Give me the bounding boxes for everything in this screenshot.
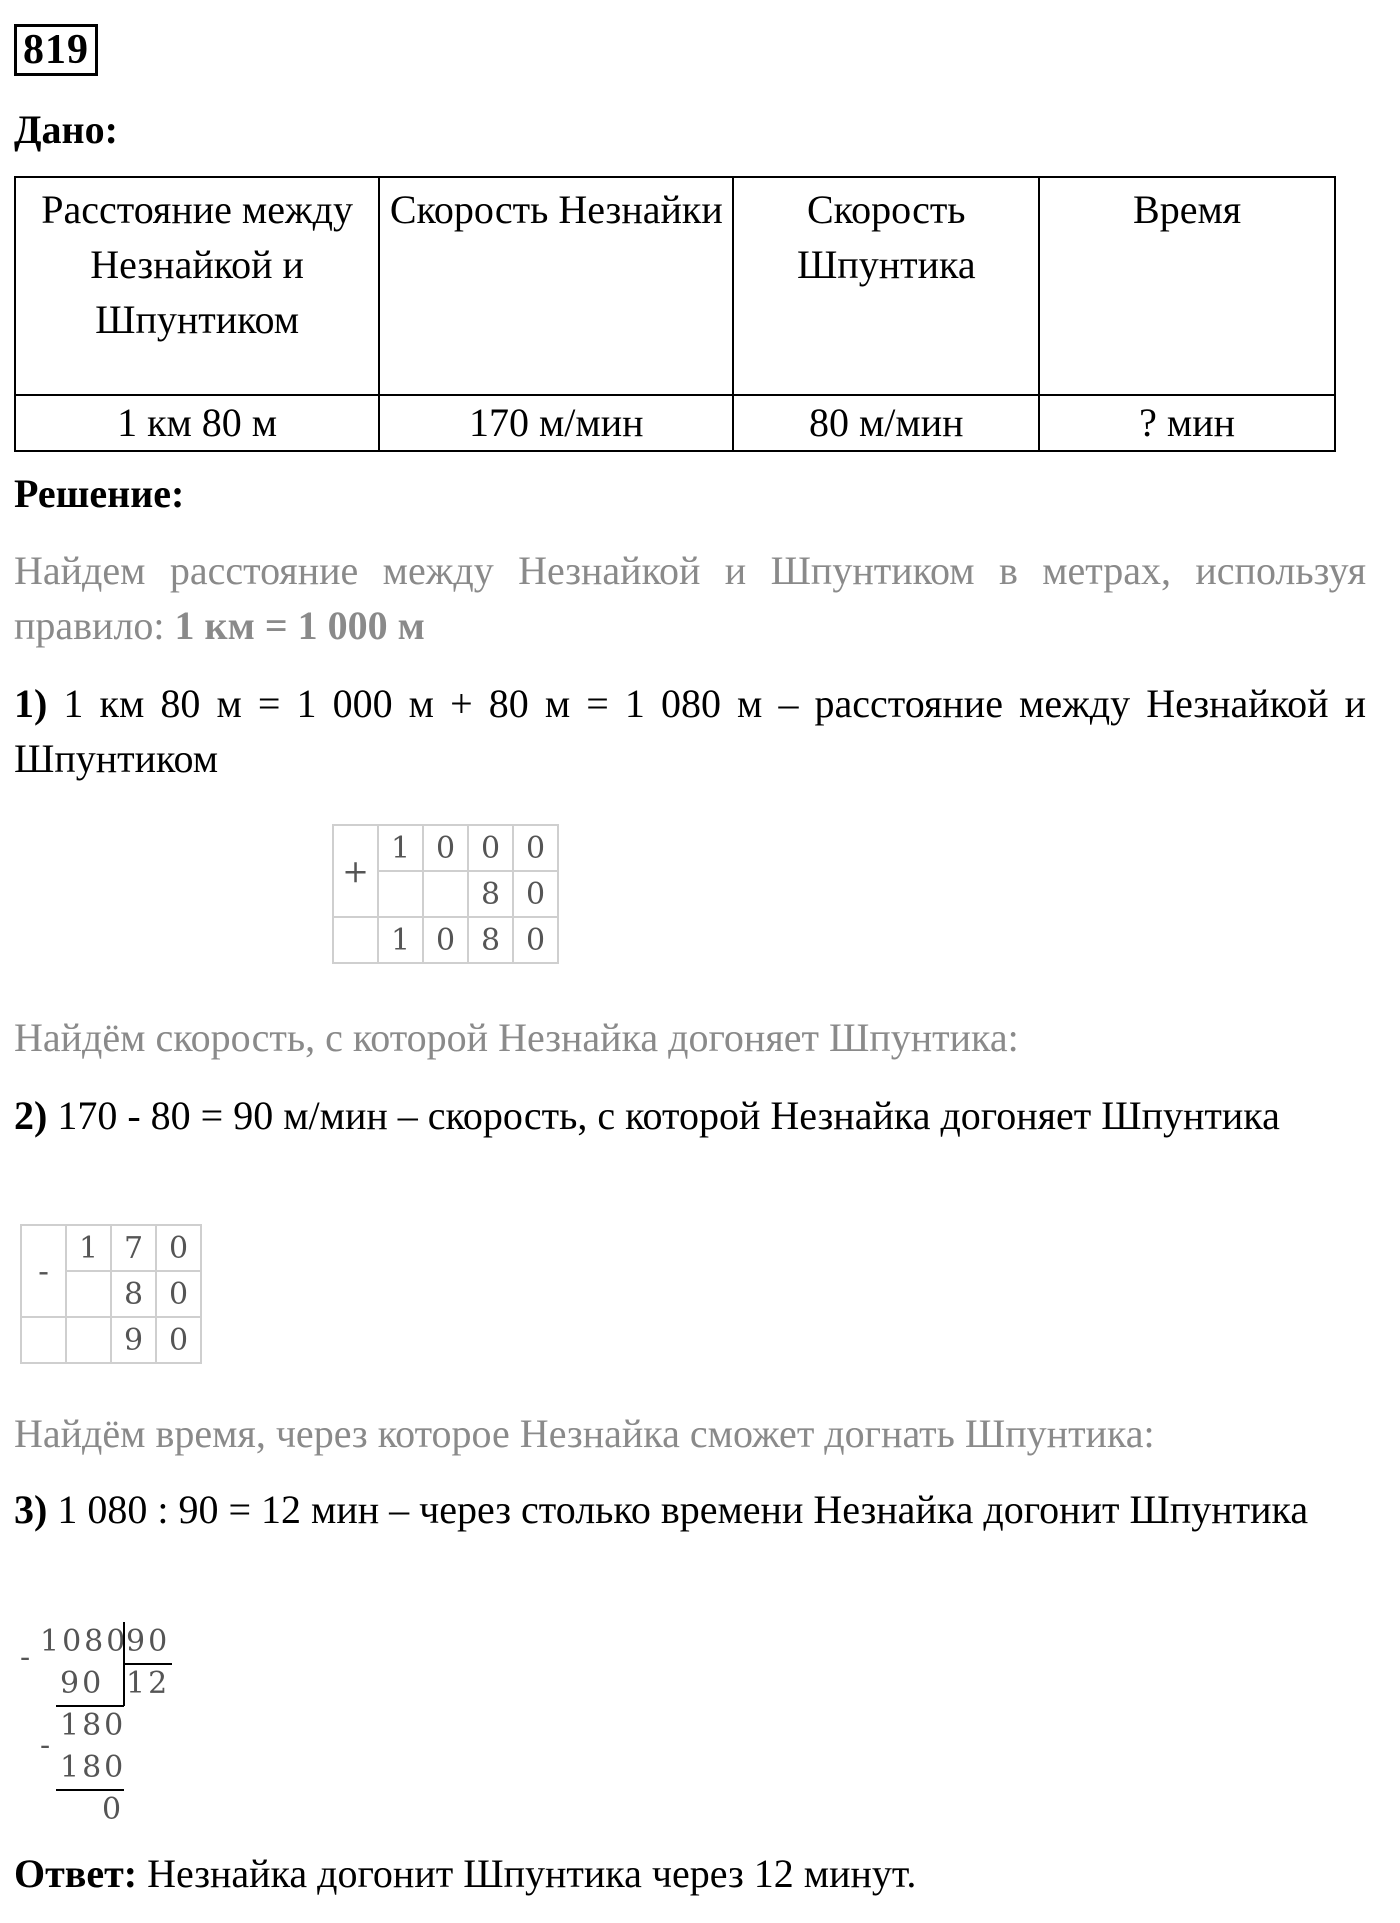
step3-label: 3) [14, 1487, 48, 1532]
addition-result-digit: 1 [378, 917, 423, 963]
division-subtrahend-1: 90 [60, 1666, 105, 1701]
value-speed-neznaika: 170 м/мин [379, 395, 733, 451]
header-speed-shpuntik: Скорость Шпунтика [733, 177, 1039, 395]
addition-digit [423, 871, 468, 917]
value-distance: 1 км 80 м [15, 395, 379, 451]
answer-text: Незнайка догонит Шпунтика через 12 минут. [147, 1851, 917, 1896]
intro-text: Найдем расстояние между Незнайкой и Шпунтиком в метрах, используя правило: [14, 548, 1366, 648]
addition-column [332, 824, 559, 964]
subtraction-digit: 0 [156, 1225, 201, 1271]
solution-heading: Решение: [14, 471, 185, 516]
division-remainder-1: 180 [60, 1708, 127, 1743]
division-minus-2: - [40, 1728, 54, 1763]
addition-digit: 0 [513, 825, 558, 871]
given-table [14, 176, 1336, 452]
subtraction-digit: 8 [111, 1271, 156, 1317]
subtraction-digit: 1 [66, 1225, 111, 1271]
long-division [20, 1610, 190, 1827]
addition-digit: 0 [468, 825, 513, 871]
value-time: ? мин [1039, 395, 1335, 451]
division-divisor: 90 [126, 1624, 171, 1659]
subtraction-digit [66, 1271, 111, 1317]
step3-paragraph [14, 1482, 1366, 1537]
answer [14, 1850, 916, 1897]
step3-text: 1 080 : 90 = 12 мин – через столько времени Незнайка догонит Шпунтика [57, 1487, 1309, 1532]
answer-label: Ответ: [14, 1851, 138, 1896]
time-intro: Найдём время, через которое Незнайка сможет догнать Шпунтика: [14, 1411, 1155, 1456]
step1-paragraph [14, 676, 1366, 786]
division-remainder-2: 0 [102, 1792, 125, 1827]
step2-label: 2) [14, 1093, 48, 1138]
speed-intro: Найдём скорость, с которой Незнайка догоняет Шпунтика: [14, 1015, 1019, 1060]
subtraction-operator: - [21, 1225, 66, 1317]
addition-operator: + [333, 825, 378, 917]
value-speed-shpuntik: 80 м/мин [733, 395, 1039, 451]
addition-result-digit: 0 [513, 917, 558, 963]
task-number: 819 [14, 24, 98, 76]
addition-digit: 0 [513, 871, 558, 917]
division-subtrahend-2: 180 [60, 1750, 127, 1785]
header-speed-neznaika: Скорость Незнайки [379, 177, 733, 395]
step1-text: 1 км 80 м = 1 000 м + 80 м = 1 080 м – расстояние между Незнайкой и Шпунтиком [14, 681, 1366, 781]
addition-digit: 0 [423, 825, 468, 871]
step1-label: 1) [14, 681, 48, 726]
given-table-header-row [15, 177, 1335, 395]
addition-digit [378, 871, 423, 917]
division-dividend: 1080 [40, 1624, 129, 1659]
subtraction-digit: 0 [156, 1271, 201, 1317]
subtraction-result-digit: 9 [111, 1317, 156, 1363]
addition-result-digit: 8 [468, 917, 513, 963]
addition-digit: 8 [468, 871, 513, 917]
addition-result-digit: 0 [423, 917, 468, 963]
header-time: Время [1039, 177, 1335, 395]
subtraction-result-digit: 0 [156, 1317, 201, 1363]
division-minus-1: - [20, 1640, 34, 1675]
given-heading: Дано: [14, 107, 118, 152]
intro-paragraph [14, 543, 1366, 653]
given-table-values-row [15, 395, 1335, 451]
subtraction-result-digit [66, 1317, 111, 1363]
addition-digit: 1 [378, 825, 423, 871]
division-lines [20, 1610, 190, 1820]
subtraction-empty-cell [21, 1317, 66, 1363]
division-quotient: 12 [126, 1666, 171, 1701]
step2-text: 170 - 80 = 90 м/мин – скорость, с которой Незнайка догоняет Шпунтика [57, 1093, 1280, 1138]
intro-rule: 1 км = 1 000 м [174, 603, 425, 648]
step2-paragraph [14, 1088, 1366, 1143]
header-distance: Расстояние между Незнайкой и Шпунтиком [15, 177, 379, 395]
subtraction-column [20, 1224, 202, 1364]
addition-empty-cell [333, 917, 378, 963]
subtraction-digit: 7 [111, 1225, 156, 1271]
